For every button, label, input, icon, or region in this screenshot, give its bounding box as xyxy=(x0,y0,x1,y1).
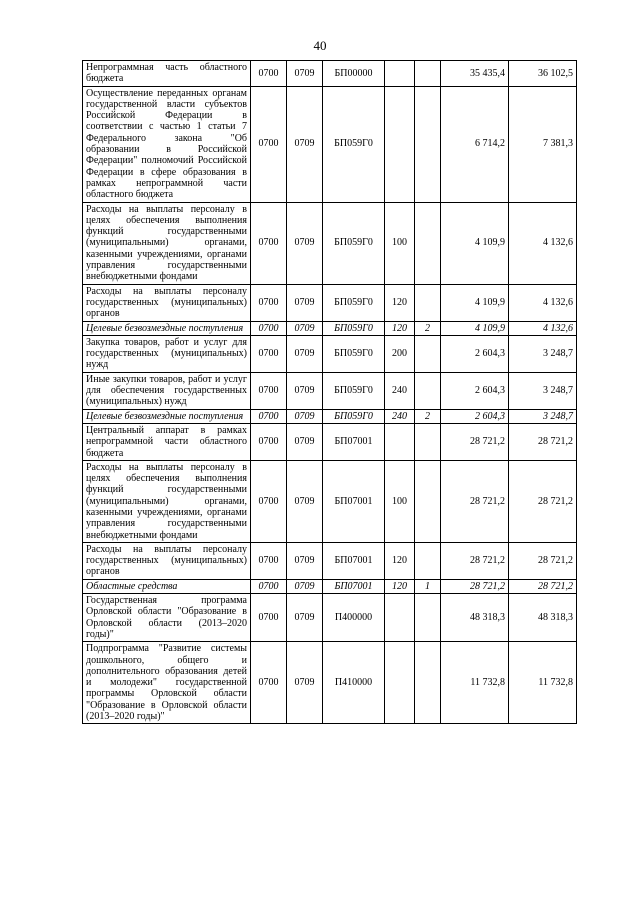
cell-name: Подпрограмма "Развитие системы дошкольного, общего и дополнительного образования детей и молодежи" государственной программы Орловской области "Образование в Орловской области (2013–2020 годы)" xyxy=(83,642,251,724)
table-row xyxy=(83,321,577,335)
cell-amount-2: 3 248,7 xyxy=(509,335,577,372)
cell-amount-1: 28 721,2 xyxy=(441,579,509,593)
cell-expense-type: 120 xyxy=(385,321,415,335)
cell-funding-source xyxy=(415,372,441,409)
cell-amount-2: 4 132,6 xyxy=(509,284,577,321)
cell-expense-type: 100 xyxy=(385,460,415,542)
cell-target-article: П410000 xyxy=(323,642,385,724)
cell-subsection: 0709 xyxy=(287,284,323,321)
budget-table xyxy=(82,60,577,724)
cell-name: Центральный аппарат в рамках непрограммной части областного бюджета xyxy=(83,423,251,460)
cell-name: Непрограммная часть областного бюджета xyxy=(83,61,251,87)
cell-subsection: 0709 xyxy=(287,579,323,593)
cell-amount-2: 28 721,2 xyxy=(509,542,577,579)
cell-expense-type xyxy=(385,423,415,460)
table-row xyxy=(83,202,577,284)
cell-name: Государственная программа Орловской области "Образование в Орловской области (2013–2020 годы)" xyxy=(83,594,251,642)
cell-amount-1: 2 604,3 xyxy=(441,372,509,409)
cell-amount-2: 11 732,8 xyxy=(509,642,577,724)
cell-funding-source xyxy=(415,335,441,372)
cell-subsection: 0709 xyxy=(287,409,323,423)
cell-amount-1: 48 318,3 xyxy=(441,594,509,642)
table-row xyxy=(83,86,577,202)
cell-amount-2: 3 248,7 xyxy=(509,372,577,409)
cell-subsection: 0709 xyxy=(287,642,323,724)
cell-target-article: БП059Г0 xyxy=(323,86,385,202)
table-row xyxy=(83,61,577,87)
cell-amount-2: 36 102,5 xyxy=(509,61,577,87)
cell-amount-1: 11 732,8 xyxy=(441,642,509,724)
cell-amount-1: 28 721,2 xyxy=(441,460,509,542)
cell-section: 0700 xyxy=(251,594,287,642)
cell-section: 0700 xyxy=(251,642,287,724)
cell-subsection: 0709 xyxy=(287,542,323,579)
cell-subsection: 0709 xyxy=(287,86,323,202)
cell-amount-2: 7 381,3 xyxy=(509,86,577,202)
cell-funding-source xyxy=(415,423,441,460)
cell-expense-type xyxy=(385,86,415,202)
cell-section: 0700 xyxy=(251,61,287,87)
cell-target-article: БП059Г0 xyxy=(323,321,385,335)
cell-name: Целевые безвозмездные поступления xyxy=(83,321,251,335)
page-number: 40 xyxy=(313,38,327,53)
cell-amount-2: 28 721,2 xyxy=(509,460,577,542)
table-row xyxy=(83,284,577,321)
cell-name: Осуществление переданных органам государственной власти субъектов Российской Федерации в соответствии с частью 1 статьи 7 Федерального закона "Об образовании в Российской Федерации" полномочий Российской Федерации в сфере образования в рамках непрограммной части областного бюджета xyxy=(83,86,251,202)
cell-funding-source: 2 xyxy=(415,321,441,335)
cell-expense-type: 120 xyxy=(385,579,415,593)
cell-expense-type: 100 xyxy=(385,202,415,284)
cell-amount-1: 6 714,2 xyxy=(441,86,509,202)
cell-subsection: 0709 xyxy=(287,423,323,460)
cell-expense-type xyxy=(385,642,415,724)
cell-target-article: БП07001 xyxy=(323,579,385,593)
cell-name: Иные закупки товаров, работ и услуг для обеспечения государственных (муниципальных) нужд xyxy=(83,372,251,409)
cell-section: 0700 xyxy=(251,579,287,593)
cell-amount-1: 4 109,9 xyxy=(441,202,509,284)
cell-amount-2: 28 721,2 xyxy=(509,579,577,593)
cell-expense-type: 120 xyxy=(385,284,415,321)
table-row xyxy=(83,423,577,460)
cell-name: Расходы на выплаты персоналу государственных (муниципальных) органов xyxy=(83,284,251,321)
cell-target-article: БП059Г0 xyxy=(323,202,385,284)
cell-target-article: БП059Г0 xyxy=(323,409,385,423)
cell-subsection: 0709 xyxy=(287,372,323,409)
cell-expense-type xyxy=(385,594,415,642)
cell-funding-source xyxy=(415,284,441,321)
cell-section: 0700 xyxy=(251,542,287,579)
table-row xyxy=(83,372,577,409)
cell-funding-source xyxy=(415,594,441,642)
cell-subsection: 0709 xyxy=(287,594,323,642)
cell-expense-type: 240 xyxy=(385,372,415,409)
cell-funding-source xyxy=(415,86,441,202)
cell-subsection: 0709 xyxy=(287,321,323,335)
cell-name: Расходы на выплаты персоналу в целях обеспечения выполнения функций государственными (муниципальными) органами, казенными учреждениями, органами управления государственными внебюджетными фондами xyxy=(83,202,251,284)
table-row xyxy=(83,579,577,593)
cell-amount-1: 4 109,9 xyxy=(441,321,509,335)
cell-amount-1: 28 721,2 xyxy=(441,542,509,579)
cell-funding-source xyxy=(415,642,441,724)
cell-amount-1: 28 721,2 xyxy=(441,423,509,460)
cell-funding-source xyxy=(415,460,441,542)
cell-target-article: БП059Г0 xyxy=(323,335,385,372)
cell-expense-type: 120 xyxy=(385,542,415,579)
cell-amount-1: 35 435,4 xyxy=(441,61,509,87)
cell-amount-2: 4 132,6 xyxy=(509,202,577,284)
cell-section: 0700 xyxy=(251,284,287,321)
cell-target-article: БП059Г0 xyxy=(323,372,385,409)
cell-funding-source xyxy=(415,542,441,579)
cell-name: Областные средства xyxy=(83,579,251,593)
cell-expense-type: 240 xyxy=(385,409,415,423)
cell-name: Закупка товаров, работ и услуг для государственных (муниципальных) нужд xyxy=(83,335,251,372)
cell-target-article: БП07001 xyxy=(323,542,385,579)
table-row xyxy=(83,594,577,642)
table-row xyxy=(83,542,577,579)
cell-name: Расходы на выплаты персоналу государственных (муниципальных) органов xyxy=(83,542,251,579)
cell-subsection: 0709 xyxy=(287,61,323,87)
cell-expense-type: 200 xyxy=(385,335,415,372)
cell-section: 0700 xyxy=(251,202,287,284)
table-row xyxy=(83,642,577,724)
cell-amount-2: 3 248,7 xyxy=(509,409,577,423)
cell-target-article: П400000 xyxy=(323,594,385,642)
table-row xyxy=(83,409,577,423)
cell-funding-source xyxy=(415,61,441,87)
cell-section: 0700 xyxy=(251,86,287,202)
cell-amount-1: 2 604,3 xyxy=(441,409,509,423)
cell-section: 0700 xyxy=(251,321,287,335)
cell-subsection: 0709 xyxy=(287,202,323,284)
table-row xyxy=(83,335,577,372)
cell-amount-1: 4 109,9 xyxy=(441,284,509,321)
cell-amount-2: 28 721,2 xyxy=(509,423,577,460)
cell-amount-2: 4 132,6 xyxy=(509,321,577,335)
cell-target-article: БП07001 xyxy=(323,460,385,542)
cell-funding-source xyxy=(415,202,441,284)
cell-name: Целевые безвозмездные поступления xyxy=(83,409,251,423)
table-row xyxy=(83,460,577,542)
cell-target-article: БП059Г0 xyxy=(323,284,385,321)
cell-name: Расходы на выплаты персоналу в целях обеспечения выполнения функций государственными (муниципальными) органами, казенными учреждениями, органами управления государственными внебюджетными фондами xyxy=(83,460,251,542)
cell-section: 0700 xyxy=(251,423,287,460)
cell-amount-2: 48 318,3 xyxy=(509,594,577,642)
cell-expense-type xyxy=(385,61,415,87)
cell-section: 0700 xyxy=(251,409,287,423)
cell-target-article: БП00000 xyxy=(323,61,385,87)
cell-amount-1: 2 604,3 xyxy=(441,335,509,372)
cell-subsection: 0709 xyxy=(287,460,323,542)
cell-target-article: БП07001 xyxy=(323,423,385,460)
cell-section: 0700 xyxy=(251,460,287,542)
cell-section: 0700 xyxy=(251,335,287,372)
cell-funding-source: 2 xyxy=(415,409,441,423)
cell-subsection: 0709 xyxy=(287,335,323,372)
cell-funding-source: 1 xyxy=(415,579,441,593)
cell-section: 0700 xyxy=(251,372,287,409)
